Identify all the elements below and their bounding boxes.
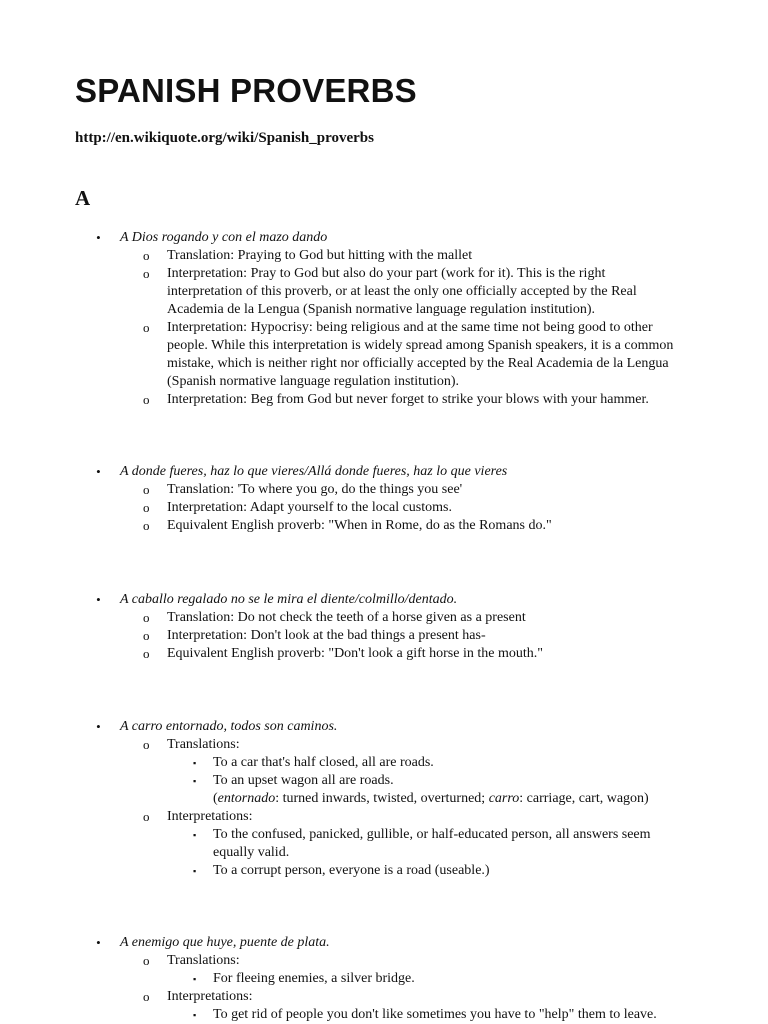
list-item-continuation: interpretation of this proverb, or at least the only one officially accepted by the Real	[167, 284, 637, 299]
list-item: o Interpretation: Hypocrisy: being religious and at the same time not being good to other	[143, 320, 653, 335]
list-item: o Translation: Praying to God but hitting with the mallet	[143, 248, 473, 263]
interpretations-label: o Interpretations:	[143, 809, 253, 824]
circle-bullet-icon: o	[143, 392, 150, 407]
circle-bullet-icon: o	[143, 500, 150, 515]
list-item: o Equivalent English proverb: "When in Rome, do as the Romans do."	[143, 518, 552, 533]
list-item-continuation: mistake, which is neither right nor officially accepted by the Real Academia de la Lengua	[167, 356, 669, 371]
circle-bullet-icon: o	[143, 248, 150, 263]
translations-label: o Translations:	[143, 737, 240, 752]
proverb-entry	[0, 718, 768, 880]
page-title: SPANISH PROVERBS	[75, 72, 417, 109]
list-item-continuation: Academia de la Lengua (Spanish normative language regulation institution).	[167, 302, 596, 317]
list-item-continuation: (Spanish normative language regulation institution).	[167, 374, 459, 389]
circle-bullet-icon: o	[143, 610, 150, 625]
circle-bullet-icon: o	[143, 809, 150, 824]
circle-bullet-icon: o	[143, 989, 150, 1004]
proverb-text: • A carro entornado, todos son caminos.	[96, 719, 338, 734]
list-item: o Equivalent English proverb: "Don't look a gift horse in the mouth."	[143, 646, 543, 661]
list-item-continuation: equally valid.	[213, 845, 290, 860]
proverb-entry	[0, 934, 768, 1024]
proverb-text: • A donde fueres, haz lo que vieres/Allá donde fueres, haz lo que vieres	[96, 464, 508, 479]
translations-label: o Translations:	[143, 953, 240, 968]
proverb-text: • A enemigo que huye, puente de plata.	[96, 935, 330, 950]
list-item: o Interpretation: Don't look at the bad things a present has-	[143, 628, 486, 643]
bullet-icon: •	[96, 464, 101, 479]
section-heading: A	[75, 186, 91, 210]
bullet-icon: •	[96, 592, 101, 607]
circle-bullet-icon: o	[143, 482, 150, 497]
square-bullet-icon: ▪	[193, 866, 197, 876]
list-item: o Interpretation: Pray to God but also do your part (work for it). This is the right	[143, 266, 606, 281]
square-bullet-icon: ▪	[193, 1010, 197, 1020]
interpretations-label: o Interpretations:	[143, 989, 253, 1004]
proverb-entry	[0, 463, 768, 535]
proverb-entry	[0, 229, 768, 409]
list-item-continuation: people. While this interpretation is widely spread among Spanish speakers, it is a common	[167, 338, 674, 353]
bullet-icon: •	[96, 719, 101, 734]
proverb-entry	[0, 591, 768, 663]
circle-bullet-icon: o	[143, 737, 150, 752]
list-item: ▪ To the confused, panicked, gullible, or half-educated person, all answers seem	[193, 827, 651, 842]
list-item: ▪ To an upset wagon all are roads.	[193, 773, 394, 788]
list-item: ▪ To a corrupt person, everyone is a road (useable.)	[193, 863, 490, 878]
bullet-icon: •	[96, 230, 101, 245]
square-bullet-icon: ▪	[193, 830, 197, 840]
list-item: o Translation: Do not check the teeth of a horse given as a present	[143, 610, 526, 625]
square-bullet-icon: ▪	[193, 758, 197, 768]
list-item: o Translation: 'To where you go, do the things you see'	[143, 482, 463, 497]
list-item: o Interpretation: Beg from God but never forget to strike your blows with your hammer.	[143, 392, 649, 407]
translation-note: (entornado: turned inwards, twisted, overturned; carro: carriage, cart, wagon)	[213, 791, 649, 806]
circle-bullet-icon: o	[143, 266, 150, 281]
circle-bullet-icon: o	[143, 518, 150, 533]
list-item: ▪ To get rid of people you don't like sometimes you have to "help" them to leave.	[193, 1007, 657, 1022]
square-bullet-icon: ▪	[193, 974, 197, 984]
proverb-text: • A Dios rogando y con el mazo dando	[96, 230, 328, 245]
list-item: ▪ To a car that's half closed, all are roads.	[193, 755, 434, 770]
circle-bullet-icon: o	[143, 646, 150, 661]
list-item: ▪ For fleeing enemies, a silver bridge.	[193, 971, 415, 986]
circle-bullet-icon: o	[143, 953, 150, 968]
circle-bullet-icon: o	[143, 320, 150, 335]
proverb-text: • A caballo regalado no se le mira el diente/colmillo/dentado.	[96, 592, 458, 607]
square-bullet-icon: ▪	[193, 776, 197, 786]
list-item: o Interpretation: Adapt yourself to the local customs.	[143, 500, 452, 515]
bullet-icon: •	[96, 935, 101, 950]
source-link[interactable]: http://en.wikiquote.org/wiki/Spanish_proverbs	[75, 130, 374, 146]
circle-bullet-icon: o	[143, 628, 150, 643]
